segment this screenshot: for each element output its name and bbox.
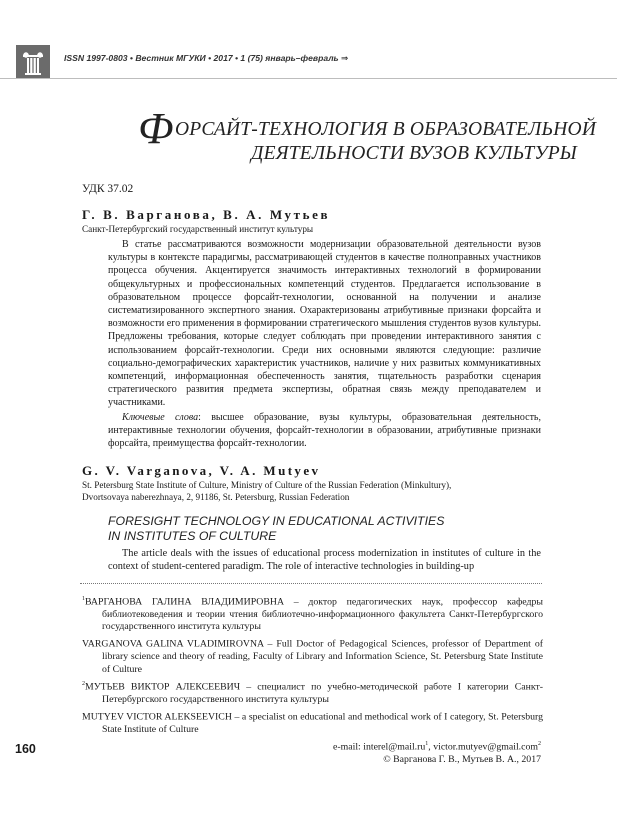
footnotes [82, 593, 543, 738]
authors-en: G. V. Varganova, V. A. Mutyev [82, 463, 321, 478]
abstract-ru [108, 238, 541, 410]
article-title-en [108, 514, 444, 544]
abstract-en-text: The article deals with the issues of educational process modernization in institutes of culture in the context of student-centered paradigm. The role of interactive technologies in building-up [108, 548, 541, 573]
journal-logo [16, 45, 50, 79]
footnote: $^2$МУТЬЕВ ВИКТОР АЛЕКСЕЕВИЧ – специалист по учебно-методической работе I категории Санкт-Петербургского государственного института культуры [82, 680, 543, 705]
footnote: $^1$ВАРГАНОВА ГАЛИНА ВЛАДИМИРОВНА – доктор педагогических наук, профессор кафедры библиотековедения и теории чтения библиотечно-информационного факультета Санкт-Петербургского государственного института культуры [82, 596, 543, 633]
page-number: 160 [15, 742, 36, 756]
udk-code: УДК 37.02 [82, 183, 134, 195]
authors-ru: Г. В. Варганова, В. А. Мутьев [82, 207, 331, 222]
header-rule [0, 78, 617, 79]
keywords-text: : высшее образование, вузы культуры, образовательная деятельность, интерактивные технологии обучения, форсайт-технологии в образовании, атрибутивные признаки форсайта, преимущества форсайт-технологии. [108, 412, 541, 450]
contact-email: e-mail: $interel@mail.ru^1$, victor.mutyev@gmail.com$^2$ [333, 741, 541, 753]
abstract-en [108, 547, 541, 573]
running-head: ISSN 1997-0803 • Вестник МГУКИ • 2017 • 1 (75) январь–февраль ⇒ [64, 53, 349, 63]
title-line-2: ДЕЯТЕЛЬНОСТИ ВУЗОВ КУЛЬТУРЫ [251, 143, 578, 164]
title-initial: Ф [138, 104, 174, 153]
copyright: © Варганова Г. В., Мутьев В. А., 2017 [383, 754, 541, 765]
footnote-separator [80, 583, 542, 584]
affiliation-en-line-2: Dvortsovaya naberezhnaya, 2, 91186, St. Petersburg, Russian Federation [82, 492, 350, 502]
affiliation-en [82, 479, 502, 503]
abstract-ru-text: В статье рассматриваются возможности модернизации образовательной деятельности вузов культуры в контексте парадигмы, рассматривающей студентов в качестве полноправных участников процесса обучения. Акцентируется значимость интерактивных технологий в формировании общекультурных и профессиональных компетенций студентов. Предлагается использование в образовательном процессе форсайт-технологии, основанной на получении и анализе систематизированного экспертного знания. Охарактеризованы атрибутивные признаки форсайта и возможности его применения в формировании стратегического мышления студентов вузов культуры. Предложены требования, которые следует соблюдать при проведении интерактивного занятия с использованием форсайт-технологии. Среди них основными являются следующие: различие социально-демографических характеристик участников, наличие у них развитых коммуникативных компетенций, информационная обеспеченность занятия, тщательность разработки сценария стратегического развития предмета экспертизы, обратная связь между преподавателем и участниками. [108, 239, 541, 409]
footnote: MUTYEV VICTOR ALEKSEEVICH – a specialist on educational and methodical work of I category, St. Petersburg State Institute of Culture [82, 711, 543, 735]
title-en-line-1: FORESIGHT TECHNOLOGY IN EDUCATIONAL ACTIVITIES [108, 514, 445, 528]
column-capital-icon [16, 45, 50, 79]
title-line-1: ОРСАЙТ-ТЕХНОЛОГИЯ В ОБРАЗОВАТЕЛЬНОЙ [175, 119, 597, 140]
affiliation-ru: Санкт-Петербургский государственный институт культуры [82, 224, 314, 234]
keywords-label: Ключевые слова [122, 412, 199, 423]
title-en-line-2: IN INSTITUTES OF CULTURE [108, 529, 277, 543]
keywords-ru [108, 411, 541, 451]
footnote: VARGANOVA GALINA VLADIMIROVNA – Full Doctor of Pedagogical Sciences, professor of Department of library science and theory of reading, Faculty of Library and Information Science, St. Petersburg State Institute of Culture [82, 638, 543, 675]
affiliation-en-line-1: St. Petersburg State Institute of Culture, Ministry of Culture of the Russian Federation (Minkultury), [82, 480, 452, 490]
